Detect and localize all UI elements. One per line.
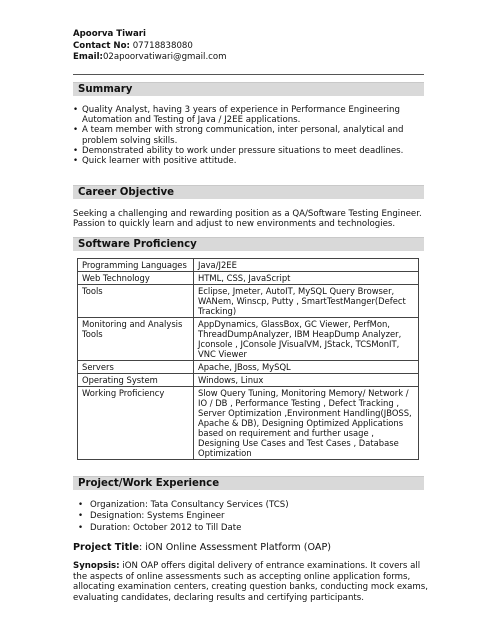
summary-heading-bar — [73, 82, 424, 96]
project-title-line — [73, 542, 331, 553]
table-row — [78, 374, 419, 387]
summary-item: • Demonstrated ability to work under pressure situations to meet deadlines. — [73, 146, 428, 156]
candidate-name: Apoorva Tiwari — [73, 29, 146, 39]
row-key: Programming Languages — [78, 259, 194, 272]
contact-line — [73, 41, 227, 53]
synopsis-label: Synopsis: — [73, 561, 120, 571]
row-key: Web Technology — [78, 272, 194, 285]
experience-item: • Organization: Tata Consultancy Services (TCS) — [78, 500, 289, 511]
experience-heading-bar — [73, 476, 424, 490]
project-title-value: : iON Online Assessment Platform (OAP) — [138, 542, 332, 553]
row-value: Eclipse, Jmeter, AutoIT, MySQL Query Browser, WANem, Winscp, Putty , SmartTestManger(Defect Tracking) — [194, 285, 419, 318]
row-key: Monitoring and Analysis Tools — [78, 318, 194, 361]
row-value: Java/J2EE — [194, 259, 419, 272]
email-address[interactable]: 02apoorvatiwari@gmail.com — [102, 52, 227, 62]
table-row — [78, 361, 419, 374]
software-heading-bar — [73, 237, 424, 251]
contact-header — [73, 29, 227, 64]
contact-label: Contact No: — [73, 40, 130, 51]
table-row — [78, 318, 419, 361]
synopsis-text: iON OAP offers digital delivery of entrance examinations. It covers all the aspects of online assessments such as accepting online application forms, allocating examination centers, creating question banks, conducting mock exams, evaluating candidates, declaring results and certifying participants. — [73, 561, 428, 603]
email-label: Email: — [73, 52, 103, 62]
table-row — [78, 272, 419, 285]
summary-item: • Quick learner with positive attitude. — [73, 156, 428, 166]
summary-item: • Quality Analyst, having 3 years of experience in Performance Engineering Automation and Testing of Java / J2EE applications. — [73, 105, 428, 125]
table-row — [78, 387, 419, 460]
experience-item: • Duration: October 2012 to Till Date — [78, 523, 289, 534]
row-key: Operating System — [78, 374, 194, 387]
row-value: AppDynamics, GlassBox, GC Viewer, PerfMon, ThreadDumpAnalyzer, IBM HeapDump Analyzer, Jconsole , JConsole JVisualVM, JStack, TCSMonIT, VNC Viewer — [194, 318, 419, 361]
career-objective-text: Seeking a challenging and rewarding position as a QA/Software Testing Engineer. Passion to quickly learn and adjust to new environments and technologies. — [73, 209, 422, 230]
experience-item: • Designation: Systems Engineer — [78, 511, 289, 522]
software-heading: Software Proficiency — [78, 239, 197, 250]
contact-number: 07718838080 — [129, 40, 193, 51]
summary-heading: Summary — [78, 84, 133, 95]
project-title-label: Project Title — [73, 542, 139, 553]
row-value: Slow Query Tuning, Monitoring Memory/ Network / IO / DB , Performance Testing , Defect Tracking , Server Optimization ,Environment Handling(JBOSS, Apache & DB), Designing Optimized Applications based on requirement and further usage , Designing Use Cases and Test Cases , Database Optimization — [194, 387, 419, 460]
email-line — [73, 52, 227, 64]
row-value: HTML, CSS, JavaScript — [194, 272, 419, 285]
experience-list — [78, 500, 289, 534]
software-proficiency-table — [77, 258, 419, 460]
table-row — [78, 259, 419, 272]
summary-list — [73, 105, 428, 166]
experience-heading: Project/Work Experience — [78, 478, 220, 489]
summary-item: • A team member with strong communication, inter personal, analytical and problem solving skills. — [73, 125, 428, 145]
row-value: Windows, Linux — [194, 374, 419, 387]
career-heading: Career Objective — [78, 187, 175, 198]
row-key: Tools — [78, 285, 194, 318]
table-row — [78, 285, 419, 318]
row-key: Working Proficiency — [78, 387, 194, 460]
row-key: Servers — [78, 361, 194, 374]
row-value: Apache, JBoss, MySQL — [194, 361, 419, 374]
career-heading-bar — [73, 185, 424, 199]
synopsis-paragraph — [73, 561, 428, 603]
header-divider — [73, 74, 424, 75]
